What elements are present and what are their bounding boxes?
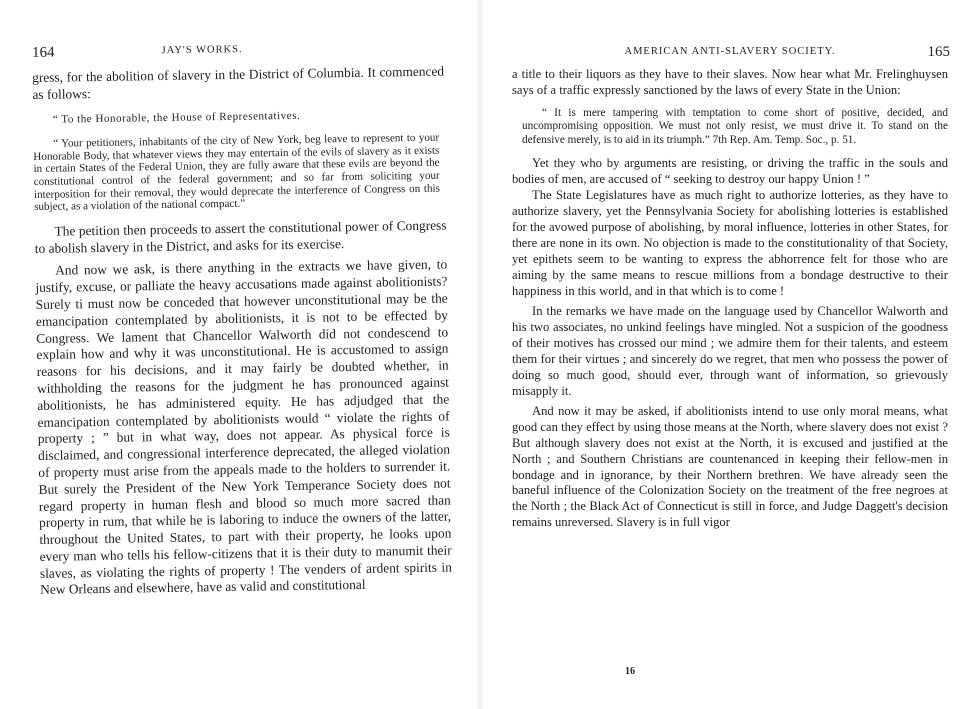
- temperance-quote: [522, 107, 948, 148]
- right-paragraph-3: The State Legislatures have as much right to authorize lotteries, as they have to authorize slavery, yet the Pennsylvania Society for abolishing lotteries is established for the avowed purpose of abolishing, by moral influence, lotteries in other States, for there are none in its own. No objection is made to the constitutionality of that Society, yet epithets seem to be wanting to express the abhorrence felt for those who are aiming by the same means to rescue millions from a bondage destructive to their happiness in this world, and in that which is to come !: [512, 188, 948, 299]
- left-page-number: 164: [32, 44, 55, 61]
- left-paragraph-1: The petition then proceeds to assert the constitutional power of Congress to abolish slavery in the District, and asks for its exercise.: [34, 217, 447, 256]
- right-paragraph-2: Yet they who by arguments are resisting, or driving the traffic in the souls and bodies of men, are accused of “ seeking to destroy our happy Union ! ”: [512, 156, 948, 187]
- right-page-header: [510, 43, 950, 61]
- right-page: [480, 0, 980, 709]
- right-paragraph-1: a title to their liquors as they have to their slaves. Now hear what Mr. Frelinghuysen says of a traffic expressly sanctioned by the laws of every State in the Union:: [512, 67, 948, 97]
- petition-address: “ To the Honorable, the House of Representatives.: [52, 109, 301, 126]
- petition-text: “ Your petitioners, inhabitants of the city of New York, beg leave to represent to your Honorable Body, that whatever views they may entertain of the evils of slavery as it exists in certain States of the Federal Union, they are fully aware that these evils are beyond the constitutional control of the federal government; and so far from soliciting your interposition for their removal, they would deprecate the interference of Congress on this subject, as a violation of the national compact.”: [33, 131, 441, 214]
- signature-mark: 16: [625, 666, 635, 677]
- right-page-body: [512, 67, 948, 531]
- right-paragraph-4: In the remarks we have made on the language used by Chancellor Walworth and his two associates, no unkind feelings have mingled. Not a suspicion of the goodness of their motives has crossed our mind ; we admire them for their talents, and esteem them for their virtues ; and sincerely do we regret, that men who possess the power of doing so much good, should ever, through want of information, so grievously misapply it.: [512, 303, 948, 398]
- petition-quote: [33, 107, 441, 214]
- left-running-head: JAY'S WORKS.: [161, 44, 243, 57]
- left-page: [0, 0, 480, 709]
- left-page-header: [32, 38, 452, 62]
- left-page-body: [32, 64, 452, 600]
- left-paragraph-2: And now we ask, is there anything in the extracts we have given, to justify, excuse, or palliate the heavy accusations made against abolitionists? Surely ti must now be conceded that however unconstitutional may be the emancipation contemplated by abolitionists, it is not to be effected by Congress. We lament that Chancellor Walworth did not condescend to explain how and why it was unconstitutional. He is accustomed to assign reasons for his decisions, and it may fairly be doubted whether, in withholding the reasons for the judgment he has pronounced against abolitionists, he has administered equity. He has adjudged that the emancipation contemplated by abolitionists would “ violate the rights of property ; ” but in what way, does not appear. As physical force is disclaimed, and congressional interference deprecated, the alleged violation of property must arise from the appeals made to the holders to surrender it. But surely the President of the New York Temperance Society does not regard property in human flesh and blood so much more sacred than property in rum, that while he is laboring to induce the owners of the latter, throughout the United States, to part with their property, he looks upon every man who tells his fellow-citizens that it is their duty to manumit their slaves, as violating the rights of property ! The venders of ardent spirits in New Orleans and elsewhere, have as valid and constitutional: [35, 256, 452, 598]
- left-intro-paragraph: gress, for the abolition of slavery in the District of Columbia. It commenced as follows:: [32, 63, 445, 102]
- right-paragraph-5: And now it may be asked, if abolitionists intend to use only moral means, what good can they effect by using those means at the North, where slavery does not exist ? But although slavery does not exist at the North, it is excused and justified at the North ; and Southern Christians are countenanced in keeping their fellow-men in bondage and in ignorance, by their Northern brethren. We have already seen the baneful influence of the Colonization Society on the treatment of the free negroes at the North ; the Black Act of Connecticut is still in force, and Judge Daggett's decision remains unreversed. Slavery is in full vigor: [512, 403, 948, 530]
- temperance-quote-text: “ It is mere tampering with temptation to come short of positive, decided, and uncompromising opposition. We must not only resist, we must drive it. To stand on the defensive merely, is to aid in its triumph.” 7th Rep. Am. Temp. Soc., p. 51.: [522, 106, 948, 146]
- right-running-head: AMERICAN ANTI-SLAVERY SOCIETY.: [624, 46, 836, 57]
- right-page-number: 165: [927, 44, 950, 60]
